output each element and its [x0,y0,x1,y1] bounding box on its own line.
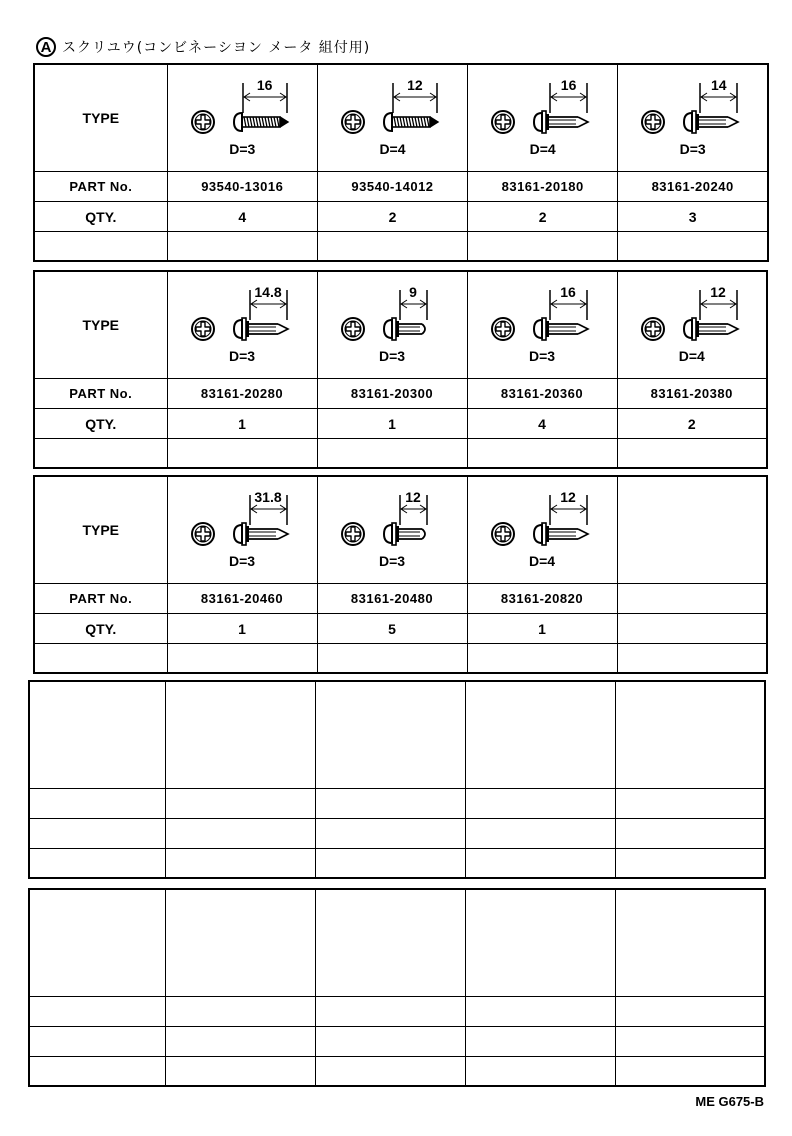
screw-head-top-view-icon [640,109,666,135]
parts-table-1 [33,63,769,262]
blank-cell [617,644,767,674]
blank-cell [165,819,315,849]
type-row [34,64,768,172]
screw-side-view-icon [382,109,456,135]
part-no-row [34,172,768,202]
blank-cell [29,997,165,1027]
screw-head-top-view-icon [340,521,366,547]
screw-head-top-view-icon [340,109,366,135]
type-cell [317,271,467,379]
part-no-cell: 83161-20460 [167,584,317,614]
length-value: 12 [407,77,423,93]
screw-side-view-icon [232,109,306,135]
blank-cell [465,1057,615,1087]
washer-screw-icon [532,109,606,138]
part-no-label: PART No. [34,172,167,202]
screw-side-view-icon [532,316,606,342]
part-no-cell: 83161-20820 [467,584,617,614]
screw-side-view-icon [232,521,306,547]
blank-cell [165,849,315,879]
type-cell [167,271,317,379]
part-no-cell: 93540-14012 [317,172,467,202]
type-cell [618,64,768,172]
length-value: 31.8 [254,489,282,505]
part-no-cell: 83161-20280 [167,379,317,409]
screw-head-icon [190,316,216,345]
type-cell [167,64,317,172]
qty-label: QTY. [34,614,167,644]
blank-cell [618,232,768,262]
screw-head-icon [490,109,516,138]
title-text: スクリユウ(コンビネーシヨン メータ 組付用) [62,40,371,56]
blank-cell [615,1027,765,1057]
length-dimension [549,79,588,109]
blank-row [29,849,765,879]
screw-side-view-icon [382,521,446,547]
diameter-label: D=3 [378,348,406,364]
blank-cell [165,997,315,1027]
blank-cell [465,1027,615,1057]
parts-table-3 [33,475,768,674]
blank-row [29,1057,765,1087]
part-no-label: PART No. [34,584,167,614]
screw-side-view-icon [682,109,756,135]
blank-cell [315,889,465,997]
length-value: 12 [560,489,576,505]
length-dimension [549,491,588,521]
screw-head-icon [340,109,366,138]
part-no-cell: 83161-20360 [467,379,617,409]
blank-cell [615,889,765,997]
qty-row [34,202,768,232]
blank-cell [615,681,765,789]
type-cell [467,476,617,584]
qty-cell: 1 [167,409,317,439]
diameter-label: D=3 [228,553,256,569]
screw-head-top-view-icon [190,316,216,342]
qty-cell: 2 [468,202,618,232]
qty-cell: 5 [317,614,467,644]
qty-cell: 1 [167,614,317,644]
qty-cell: 4 [167,202,317,232]
qty-row [29,819,765,849]
qty-cell: 2 [317,202,467,232]
type-cell [167,476,317,584]
tapping-screw-icon [382,109,456,138]
part-no-cell: 83161-20480 [317,584,467,614]
drawing-code: ME G675-B [695,1094,764,1109]
type-row [34,476,767,584]
parts-table-5 [28,888,766,1087]
qty-row [29,1027,765,1057]
parts-table-4 [28,680,766,879]
washer-screw-short-icon [382,521,446,550]
blank-cell [615,1057,765,1087]
type-cell [317,476,467,584]
blank-cell [167,439,317,469]
type-cell [617,271,767,379]
qty-row [34,409,767,439]
qty-row [34,614,767,644]
type-label: TYPE [34,476,167,584]
washer-screw-icon [532,521,606,550]
part-no-row [34,379,767,409]
type-cell [317,64,467,172]
screw-head-top-view-icon [190,109,216,135]
blank-cell [165,789,315,819]
blank-cell [315,819,465,849]
screw-side-view-icon [532,109,606,135]
qty-cell: 3 [618,202,768,232]
blank-cell [465,889,615,997]
qty-cell [617,614,767,644]
diameter-label: D=3 [229,141,256,157]
diameter-label: D=3 [528,348,556,364]
type-cell [467,271,617,379]
qty-cell: 1 [467,614,617,644]
length-dimension [699,79,738,109]
type-row [29,681,765,789]
blank-cell [465,997,615,1027]
blank-cell [617,439,767,469]
type-cell [617,476,767,584]
screw-head-icon [190,109,216,138]
blank-cell [315,1057,465,1087]
type-row [29,889,765,997]
part-no-row [29,789,765,819]
part-no-label: PART No. [34,379,167,409]
type-label: TYPE [34,271,167,379]
length-value: 12 [710,284,726,300]
length-value: 16 [256,77,273,93]
washer-screw-icon [682,109,756,138]
washer-screw-icon [682,316,756,345]
blank-cell [467,644,617,674]
diameter-label: D=4 [529,141,556,157]
blank-cell [34,644,167,674]
blank-cell [167,232,317,262]
blank-row [34,232,768,262]
length-value: 16 [560,77,577,93]
blank-cell [615,789,765,819]
screw-head-top-view-icon [190,521,216,547]
length-value: 14 [710,77,727,93]
washer-screw-icon [232,316,306,345]
part-no-row [29,997,765,1027]
screw-head-top-view-icon [640,316,666,342]
blank-cell [167,644,317,674]
diameter-label: D=4 [678,348,705,364]
qty-label: QTY. [34,409,167,439]
qty-cell: 2 [617,409,767,439]
blank-cell [29,789,165,819]
screw-side-view-icon [382,316,446,342]
part-no-row [34,584,767,614]
diameter-label: D=3 [378,553,406,569]
screw-head-icon [640,109,666,138]
blank-cell [465,681,615,789]
diameter-label: D=4 [528,553,556,569]
part-no-cell [617,584,767,614]
length-dimension [549,286,588,316]
type-cell [468,64,618,172]
screw-head-top-view-icon [340,316,366,342]
part-no-cell: 83161-20300 [317,379,467,409]
screw-head-icon [640,316,666,345]
blank-cell [467,439,617,469]
blank-cell [465,849,615,879]
qty-cell: 1 [317,409,467,439]
blank-cell [34,439,167,469]
section-badge: A [36,37,56,57]
blank-cell [29,1057,165,1087]
screw-head-icon [190,521,216,550]
washer-screw-icon [232,521,306,550]
part-no-cell: 93540-13016 [167,172,317,202]
screw-head-icon [340,521,366,550]
diameter-label: D=3 [228,348,256,364]
page-title [36,36,370,58]
screw-head-top-view-icon [490,316,516,342]
qty-cell: 4 [467,409,617,439]
blank-cell [165,681,315,789]
screw-head-top-view-icon [490,109,516,135]
blank-cell [615,849,765,879]
blank-cell [165,1057,315,1087]
blank-cell [468,232,618,262]
parts-table-2 [33,270,768,469]
blank-cell [29,819,165,849]
blank-cell [29,849,165,879]
screw-head-icon [340,316,366,345]
blank-cell [317,232,467,262]
screw-head-top-view-icon [490,521,516,547]
tapping-screw-icon [232,109,306,138]
length-value: 16 [560,284,576,300]
length-dimension [249,286,288,316]
washer-screw-icon [532,316,606,345]
part-no-cell: 83161-20240 [618,172,768,202]
blank-cell [29,681,165,789]
blank-cell [315,997,465,1027]
part-no-cell: 83161-20180 [468,172,618,202]
blank-cell [165,889,315,997]
blank-cell [615,997,765,1027]
length-dimension [249,491,288,521]
blank-cell [317,439,467,469]
blank-cell [165,1027,315,1057]
washer-screw-short-icon [382,316,446,345]
blank-cell [317,644,467,674]
screw-side-view-icon [232,316,306,342]
blank-row [34,439,767,469]
blank-cell [465,819,615,849]
type-row [34,271,767,379]
type-label: TYPE [34,64,167,172]
length-dimension [399,491,428,521]
length-value: 9 [409,284,417,300]
blank-row [34,644,767,674]
blank-cell [34,232,167,262]
length-value: 14.8 [254,284,282,300]
screw-head-icon [490,521,516,550]
screw-side-view-icon [532,521,606,547]
part-no-cell: 83161-20380 [617,379,767,409]
diameter-label: D=4 [379,141,406,157]
blank-cell [315,1027,465,1057]
length-dimension [699,286,738,316]
blank-cell [29,1027,165,1057]
length-dimension [392,79,438,109]
length-value: 12 [405,489,421,505]
screw-head-icon [490,316,516,345]
screw-side-view-icon [682,316,756,342]
length-dimension [242,79,288,109]
blank-cell [465,789,615,819]
blank-cell [315,681,465,789]
qty-label: QTY. [34,202,167,232]
blank-cell [315,849,465,879]
blank-cell [315,789,465,819]
blank-cell [615,819,765,849]
length-dimension [399,286,428,316]
blank-cell [29,889,165,997]
diameter-label: D=3 [679,141,706,157]
